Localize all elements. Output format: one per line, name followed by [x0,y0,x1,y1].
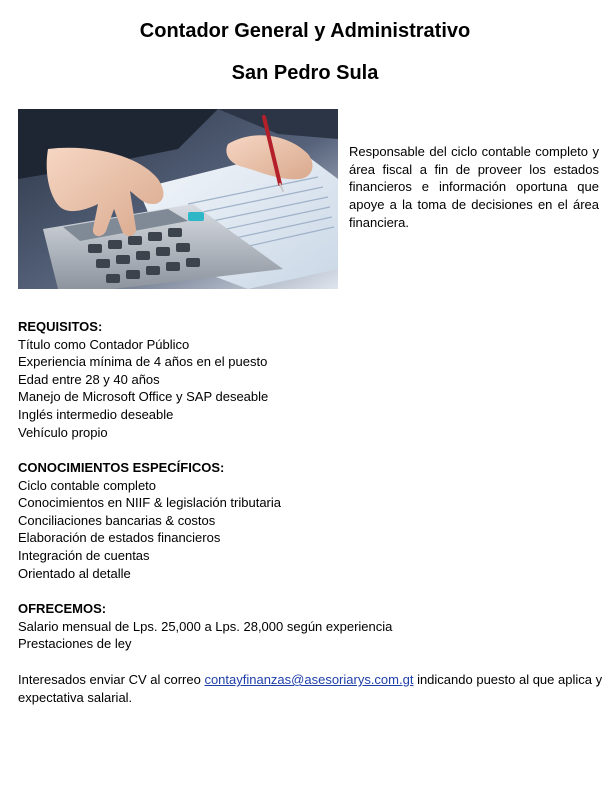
contact-suffix: indicando puesto al que aplica y expectativa salarial. [18,672,603,705]
list-item: Prestaciones de ley [18,636,132,652]
list-item: Inglés intermedio deseable [18,406,174,422]
requirements-section [18,318,603,441]
list-item: Conocimientos en NIIF & legislación tributaria [18,495,282,511]
offer-heading: OFRECEMOS: [18,601,107,616]
list-item: Ciclo contable completo [18,477,157,493]
list-item: Vehículo propio [18,424,108,440]
list-item: Manejo de Microsoft Office y SAP deseable [18,389,269,405]
requirements-heading: REQUISITOS: [18,319,103,334]
job-title: Contador General y Administrativo [139,20,471,42]
accountant-calculator-photo [18,109,338,289]
list-item: Salario mensual de Lps. 25,000 a Lps. 28,000 según experiencia [18,618,393,634]
list-item: Conciliaciones bancarias & costos [18,512,216,528]
job-location: San Pedro Sula [231,62,379,84]
contact-paragraph [18,671,603,706]
contact-email-link[interactable]: contayfinanzas@asesoriarys.com.gt [204,672,414,687]
contact-prefix: Interesados enviar CV al correo [18,672,205,687]
knowledge-list [18,477,603,583]
knowledge-section [18,459,603,582]
list-item: Experiencia mínima de 4 años en el puesto [18,354,268,370]
list-item: Orientado al detalle [18,565,131,581]
list-item: Título como Contador Público [18,336,190,352]
list-item: Edad entre 28 y 40 años [18,371,160,387]
offer-list [18,618,603,653]
requirements-list [18,336,603,442]
list-item: Integración de cuentas [18,547,150,563]
offer-section [18,600,603,653]
knowledge-heading: CONOCIMIENTOS ESPECÍFICOS: [18,460,225,475]
list-item: Elaboración de estados financieros [18,530,221,546]
job-description: Responsable del ciclo contable completo y área fiscal a fin de proveer los estados financieros e información oportuna que apoye a la toma de decisiones en el área financiera. [349,144,599,230]
